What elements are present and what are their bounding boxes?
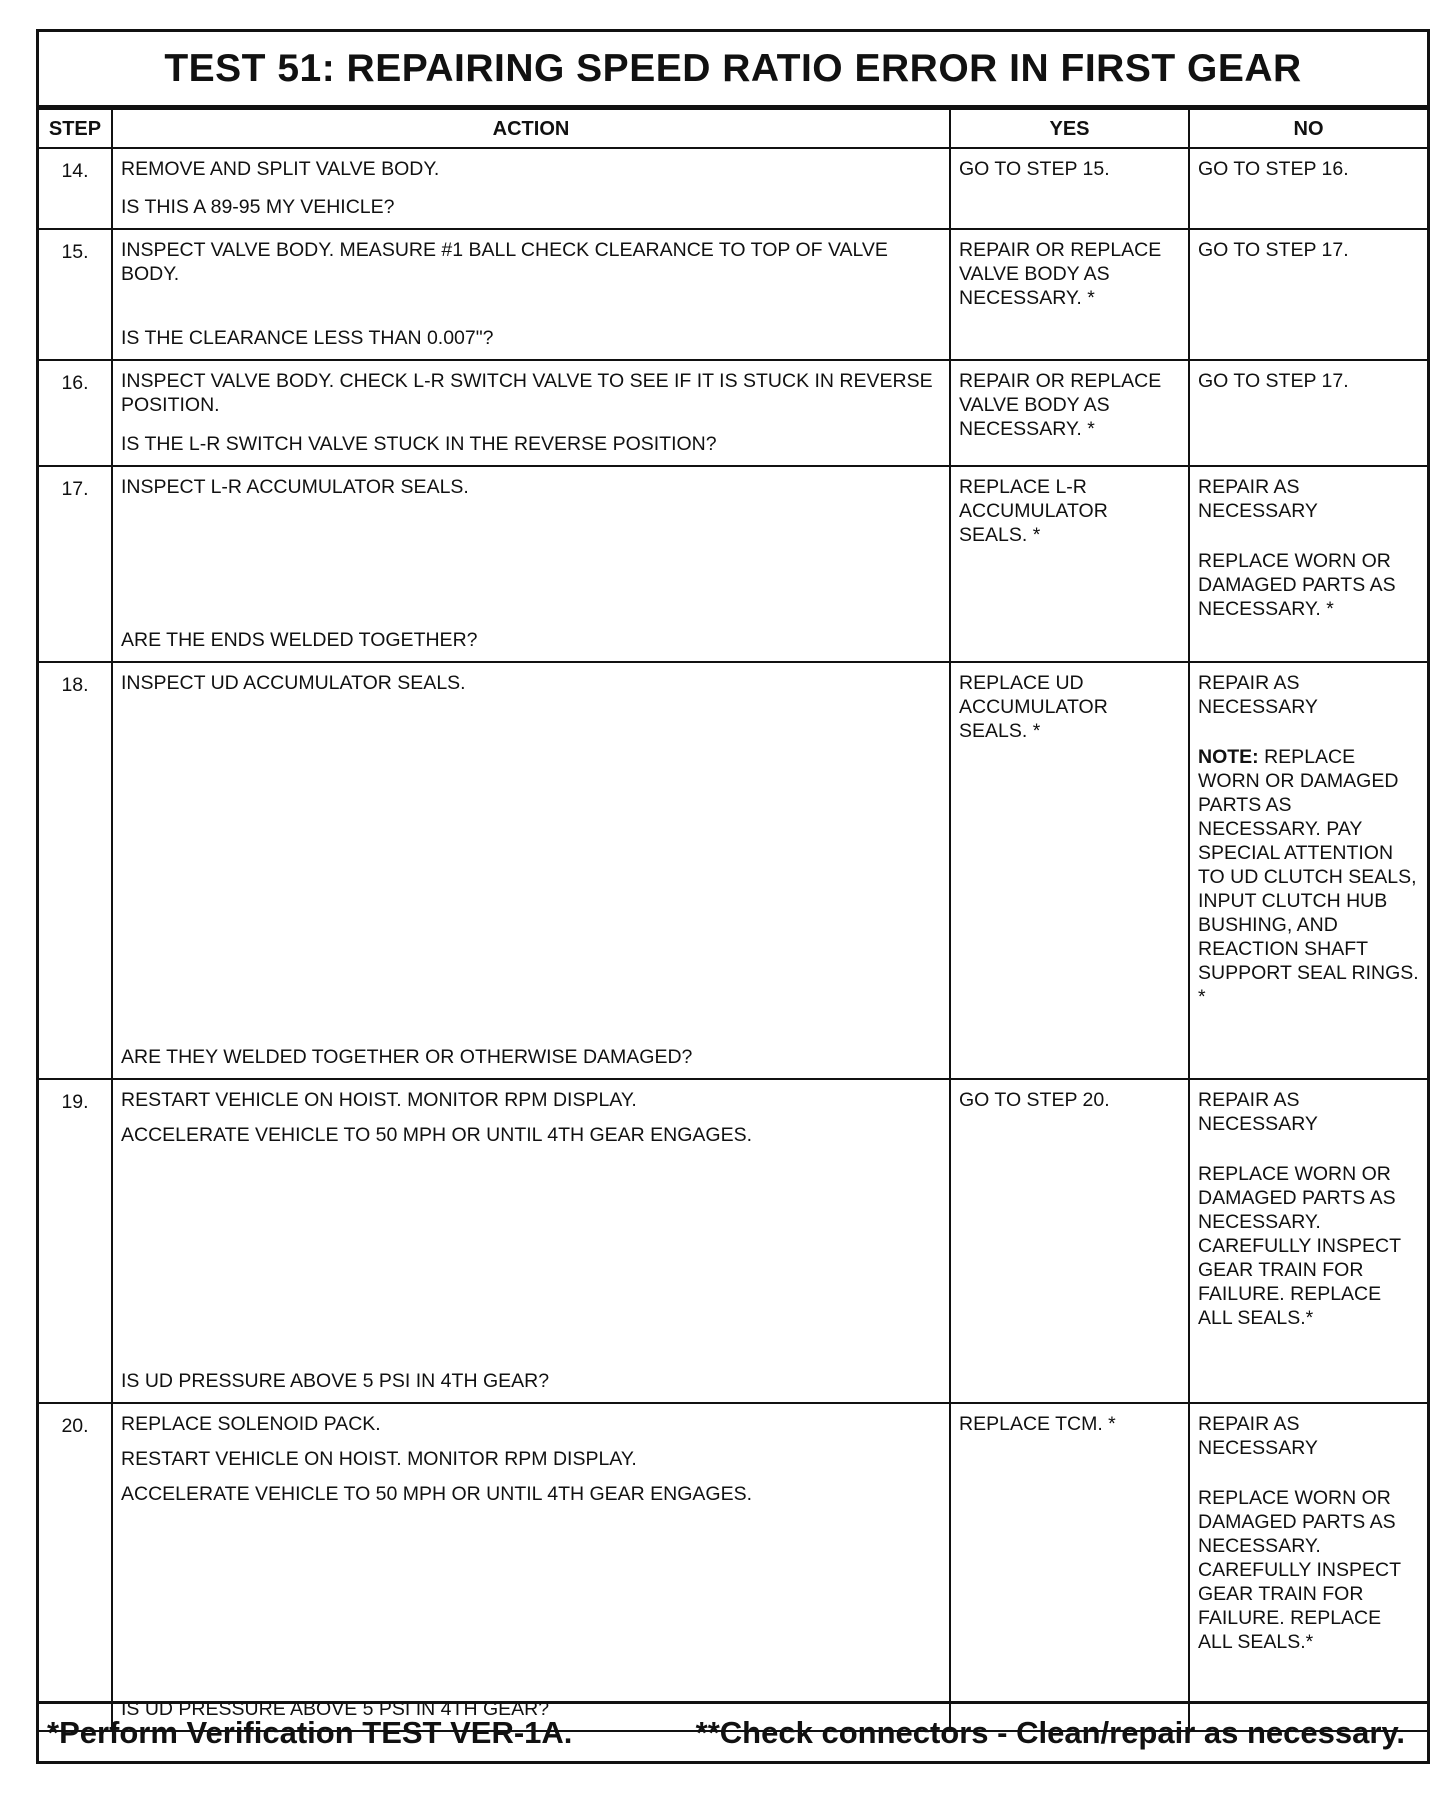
table-row bbox=[39, 360, 1427, 466]
no-secondary-result bbox=[1198, 1162, 1419, 1330]
action-cell bbox=[112, 1403, 950, 1731]
table-row bbox=[39, 229, 1427, 360]
table-row bbox=[39, 466, 1427, 662]
footer-verification-note: *Perform Verification TEST VER-1A. bbox=[47, 1714, 573, 1750]
no-result: REPAIR AS NECESSARY bbox=[1198, 1413, 1318, 1459]
action-instruction: INSPECT VALVE BODY. MEASURE #1 BALL CHECK CLEARANCE TO TOP OF VALVE BODY. bbox=[121, 239, 888, 285]
yes-result: REPLACE L-R ACCUMULATOR SEALS. * bbox=[950, 466, 1189, 662]
no-secondary-text: REPLACE WORN OR DAMAGED PARTS AS NECESSARY. PAY SPECIAL ATTENTION TO UD CLUTCH SEALS, INPUT CLUTCH HUB BUSHING, AND REACTION SHAFT SUPPORT SEAL RINGS. * bbox=[1198, 746, 1419, 1008]
no-cell bbox=[1189, 662, 1427, 1079]
action-cell bbox=[112, 229, 950, 360]
no-cell bbox=[1189, 360, 1427, 466]
action-instruction: REMOVE AND SPLIT VALVE BODY. bbox=[121, 158, 440, 180]
no-secondary-result bbox=[1198, 745, 1419, 1009]
action-question: ARE THE ENDS WELDED TOGETHER? bbox=[121, 629, 478, 651]
action-instruction: INSPECT VALVE BODY. CHECK L-R SWITCH VALVE TO SEE IF IT IS STUCK IN REVERSE POSITION. bbox=[121, 370, 933, 416]
header-action: ACTION bbox=[112, 109, 950, 148]
action-question: IS UD PRESSURE ABOVE 5 PSI IN 4TH GEAR? bbox=[121, 1698, 550, 1720]
action-instruction: RESTART VEHICLE ON HOIST. MONITOR RPM DISPLAY. bbox=[121, 1448, 637, 1470]
yes-result: REPAIR OR REPLACE VALVE BODY AS NECESSARY. * bbox=[950, 229, 1189, 360]
action-cell bbox=[112, 148, 950, 229]
action-question: IS THE L-R SWITCH VALVE STUCK IN THE REVERSE POSITION? bbox=[121, 433, 717, 455]
header-no: NO bbox=[1189, 109, 1427, 148]
header-yes: YES bbox=[950, 109, 1189, 148]
footer-connectors-note: **Check connectors - Clean/repair as necessary. bbox=[695, 1714, 1405, 1750]
yes-result: REPLACE TCM. * bbox=[950, 1403, 1189, 1731]
step-number: 16. bbox=[39, 360, 112, 466]
note-label: NOTE: bbox=[1198, 746, 1259, 768]
step-number: 14. bbox=[39, 148, 112, 229]
page-title: TEST 51: REPAIRING SPEED RATIO ERROR IN FIRST GEAR bbox=[39, 32, 1427, 108]
table-row bbox=[39, 1403, 1427, 1731]
no-result: REPAIR AS NECESSARY bbox=[1198, 476, 1318, 522]
table-row bbox=[39, 1079, 1427, 1403]
no-result: REPAIR AS NECESSARY bbox=[1198, 672, 1318, 718]
action-question: ARE THEY WELDED TOGETHER OR OTHERWISE DAMAGED? bbox=[121, 1046, 693, 1068]
action-cell bbox=[112, 360, 950, 466]
footer-notes bbox=[39, 1701, 1427, 1761]
no-secondary-text: REPLACE WORN OR DAMAGED PARTS AS NECESSARY. * bbox=[1198, 550, 1396, 620]
step-number: 18. bbox=[39, 662, 112, 1079]
action-question: IS THE CLEARANCE LESS THAN 0.007"? bbox=[121, 327, 494, 349]
test-steps-table bbox=[39, 108, 1427, 1732]
action-cell bbox=[112, 662, 950, 1079]
yes-result: REPAIR OR REPLACE VALVE BODY AS NECESSARY. * bbox=[950, 360, 1189, 466]
action-instruction: INSPECT L-R ACCUMULATOR SEALS. bbox=[121, 476, 469, 498]
no-result: GO TO STEP 17. bbox=[1198, 239, 1349, 261]
action-instruction: REPLACE SOLENOID PACK. bbox=[121, 1413, 381, 1435]
action-instruction: ACCELERATE VEHICLE TO 50 MPH OR UNTIL 4TH GEAR ENGAGES. bbox=[121, 1483, 753, 1505]
header-row bbox=[39, 109, 1427, 148]
action-instruction: RESTART VEHICLE ON HOIST. MONITOR RPM DISPLAY. bbox=[121, 1089, 637, 1111]
table-row bbox=[39, 662, 1427, 1079]
no-cell bbox=[1189, 148, 1427, 229]
step-number: 15. bbox=[39, 229, 112, 360]
no-result: GO TO STEP 16. bbox=[1198, 158, 1349, 180]
no-result: GO TO STEP 17. bbox=[1198, 370, 1349, 392]
no-cell bbox=[1189, 466, 1427, 662]
action-instruction: INSPECT UD ACCUMULATOR SEALS. bbox=[121, 672, 466, 694]
no-secondary-result bbox=[1198, 549, 1419, 621]
step-number: 17. bbox=[39, 466, 112, 662]
no-cell bbox=[1189, 1079, 1427, 1403]
no-secondary-text: REPLACE WORN OR DAMAGED PARTS AS NECESSARY. CAREFULLY INSPECT GEAR TRAIN FOR FAILURE. REPLACE ALL SEALS.* bbox=[1198, 1487, 1401, 1653]
no-secondary-result bbox=[1198, 1486, 1419, 1654]
yes-result: GO TO STEP 20. bbox=[950, 1079, 1189, 1403]
step-number: 19. bbox=[39, 1079, 112, 1403]
table-row bbox=[39, 148, 1427, 229]
action-cell bbox=[112, 1079, 950, 1403]
yes-result: GO TO STEP 15. bbox=[950, 148, 1189, 229]
no-cell bbox=[1189, 1403, 1427, 1731]
no-secondary-text: REPLACE WORN OR DAMAGED PARTS AS NECESSARY. CAREFULLY INSPECT GEAR TRAIN FOR FAILURE. REPLACE ALL SEALS.* bbox=[1198, 1163, 1401, 1329]
header-step: STEP bbox=[39, 109, 112, 148]
action-question: IS UD PRESSURE ABOVE 5 PSI IN 4TH GEAR? bbox=[121, 1370, 550, 1392]
no-cell bbox=[1189, 229, 1427, 360]
action-instruction: ACCELERATE VEHICLE TO 50 MPH OR UNTIL 4TH GEAR ENGAGES. bbox=[121, 1124, 753, 1146]
action-question: IS THIS A 89-95 MY VEHICLE? bbox=[121, 196, 395, 218]
no-result: REPAIR AS NECESSARY bbox=[1198, 1089, 1318, 1135]
step-number: 20. bbox=[39, 1403, 112, 1731]
test-sheet bbox=[36, 29, 1430, 1764]
yes-result: REPLACE UD ACCUMULATOR SEALS. * bbox=[950, 662, 1189, 1079]
action-cell bbox=[112, 466, 950, 662]
